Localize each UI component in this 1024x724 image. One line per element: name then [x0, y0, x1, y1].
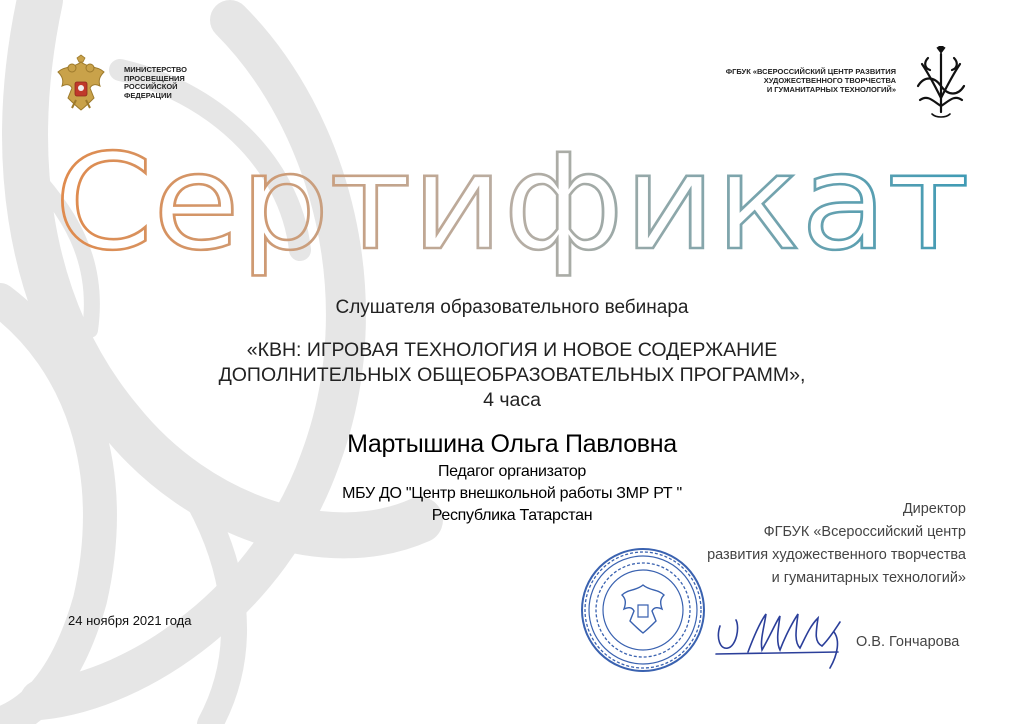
certificate-title: [0, 140, 1024, 280]
center-line: ХУДОЖЕСТВЕННОГО ТВОРЧЕСТВА: [763, 76, 896, 85]
director-line: и гуманитарных технологий»: [771, 570, 966, 586]
recipient-name: Мартышина Ольга Павловна: [347, 430, 677, 458]
director-line: Директор: [902, 501, 966, 517]
webinar-duration: 4 часа: [483, 389, 541, 411]
center-name: [726, 67, 896, 94]
recipient-organization: МБУ ДО "Центр внешкольной работы ЗМР РТ ": [342, 485, 682, 502]
ministry-name: [124, 66, 187, 100]
recipient-region: Республика Татарстан: [431, 507, 593, 524]
webinar-line: «КВН: ИГРОВАЯ ТЕХНОЛОГИЯ И НОВОЕ СОДЕРЖАНИЕ: [246, 339, 778, 361]
ministry-line: ПРОСВЕЩЕНИЯ: [124, 73, 185, 83]
center-line: И ГУМАНИТАРНЫХ ТЕХНОЛОГИЙ»: [766, 85, 896, 94]
webinar-line: ДОПОЛНИТЕЛЬНЫХ ОБЩЕОБРАЗОВАТЕЛЬНЫХ ПРОГРАММ»,: [218, 364, 806, 386]
center-line: ФГБУК «ВСЕРОССИЙСКИЙ ЦЕНТР РАЗВИТИЯ: [725, 67, 896, 76]
ministry-line: ФЕДЕРАЦИИ: [124, 90, 172, 100]
director-title: [707, 498, 966, 590]
director-line: ФГБУК «Всероссийский центр: [763, 524, 966, 540]
signer-name: О.В. Гончарова: [856, 634, 960, 650]
ministry-line: МИНИСТЕРСТВО: [124, 65, 187, 74]
recipient-position: Педагог организатор: [437, 463, 587, 480]
official-stamp: [578, 545, 708, 675]
ministry-line: РОССИЙСКОЙ: [124, 82, 178, 92]
certificate-title-text: Сертификат: [54, 140, 970, 280]
intro-text: Слушателя образовательного вебинара: [335, 297, 689, 318]
issue-date: 24 ноября 2021 года: [68, 613, 192, 628]
double-headed-eagle-icon: [50, 54, 112, 116]
monogram-icon: [912, 46, 970, 120]
handwritten-signature: [714, 592, 854, 672]
director-line: развития художественного творчества: [707, 547, 966, 563]
webinar-title: [0, 338, 1024, 413]
